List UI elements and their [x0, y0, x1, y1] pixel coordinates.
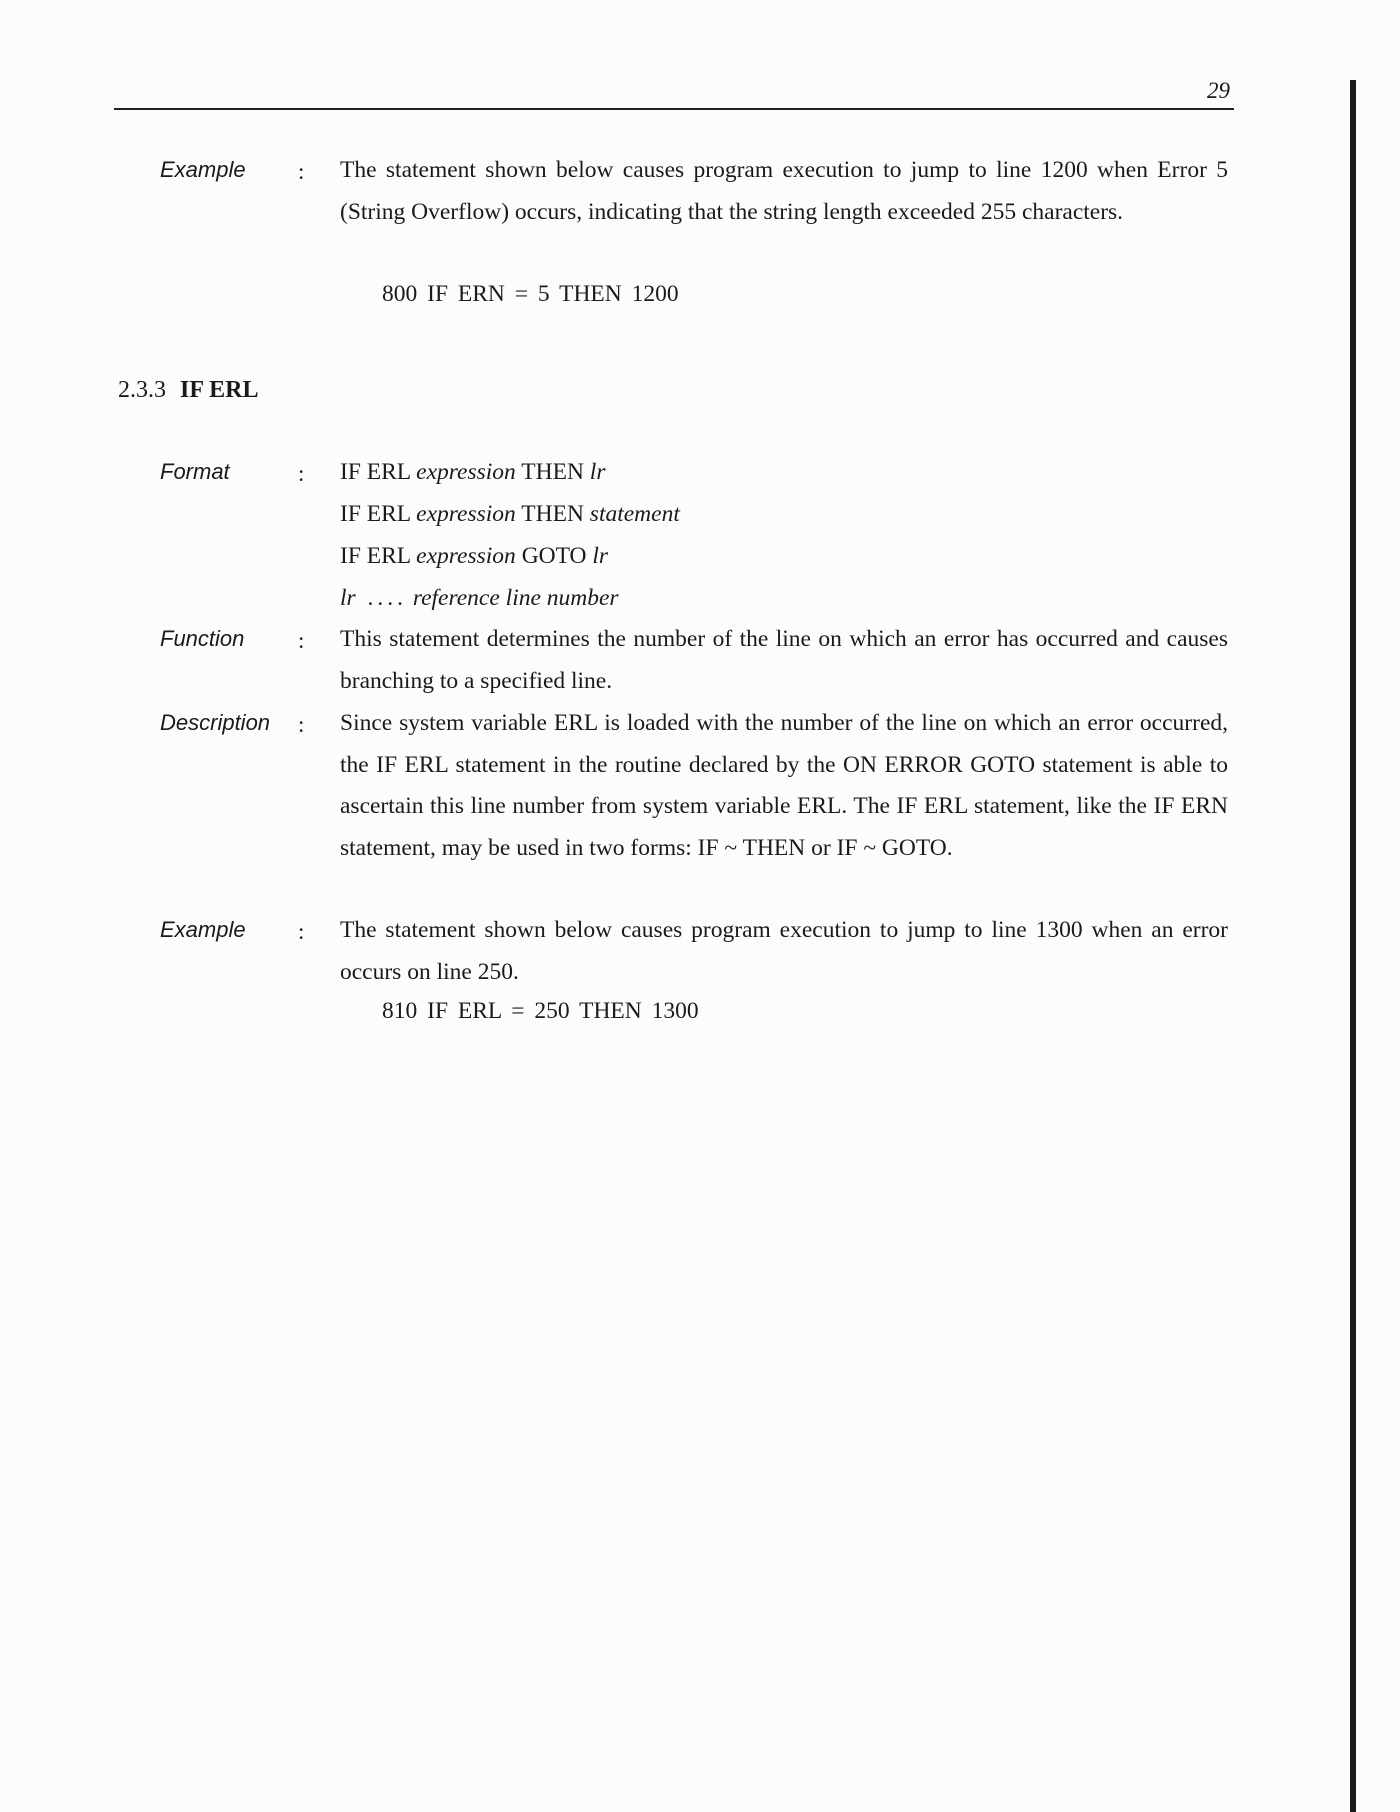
- format-line-1: IF ERL expression THEN lr: [340, 459, 606, 485]
- function-text: This statement determines the number of the line on which an error has occurred and causes branching to a specified line.: [340, 626, 1228, 694]
- page-number: 29: [1207, 78, 1230, 103]
- header-rule: [114, 108, 1234, 110]
- function-colon: :: [298, 628, 305, 653]
- section-number: 2.3.3: [118, 377, 166, 403]
- description-label: Description: [160, 710, 271, 735]
- example-colon: :: [298, 159, 305, 184]
- example-2-label: Example: [160, 917, 246, 942]
- example-code: 800 IF ERN = 5 THEN 1200: [382, 281, 679, 307]
- section-heading: [118, 374, 258, 406]
- description-colon: :: [298, 712, 305, 737]
- example-2-code: 810 IF ERL = 250 THEN 1300: [382, 998, 699, 1024]
- function-label: Function: [160, 626, 245, 651]
- page-edge-shadow: [1350, 80, 1356, 1812]
- description-text: Since system variable ERL is loaded with the number of the line on which an error occurred, the IF ERL statement in the routine declared by the ON ERROR GOTO statement is able to ascertain this line number from system variable ERL. The IF ERL statement, like the IF ERN statement, may be used in two forms: IF ~ THEN or IF ~ GOTO.: [340, 710, 1228, 861]
- format-colon: :: [298, 461, 305, 486]
- example-label: Example: [160, 157, 246, 182]
- format-label: Format: [160, 459, 230, 484]
- example-2-colon: :: [298, 919, 305, 944]
- format-note: lr .... reference line number: [340, 585, 619, 611]
- format-line-3: IF ERL expression GOTO lr: [340, 543, 609, 569]
- format-line-2: IF ERL expression THEN statement: [340, 501, 680, 527]
- section-title: IF ERL: [180, 377, 259, 403]
- example-2-text: The statement shown below causes program execution to jump to line 1300 when an error occurs on line 250.: [340, 917, 1228, 985]
- example-text: The statement shown below causes program execution to jump to line 1200 when Error 5 (String Overflow) occurs, indicating that the string length exceeded 255 characters.: [340, 157, 1228, 225]
